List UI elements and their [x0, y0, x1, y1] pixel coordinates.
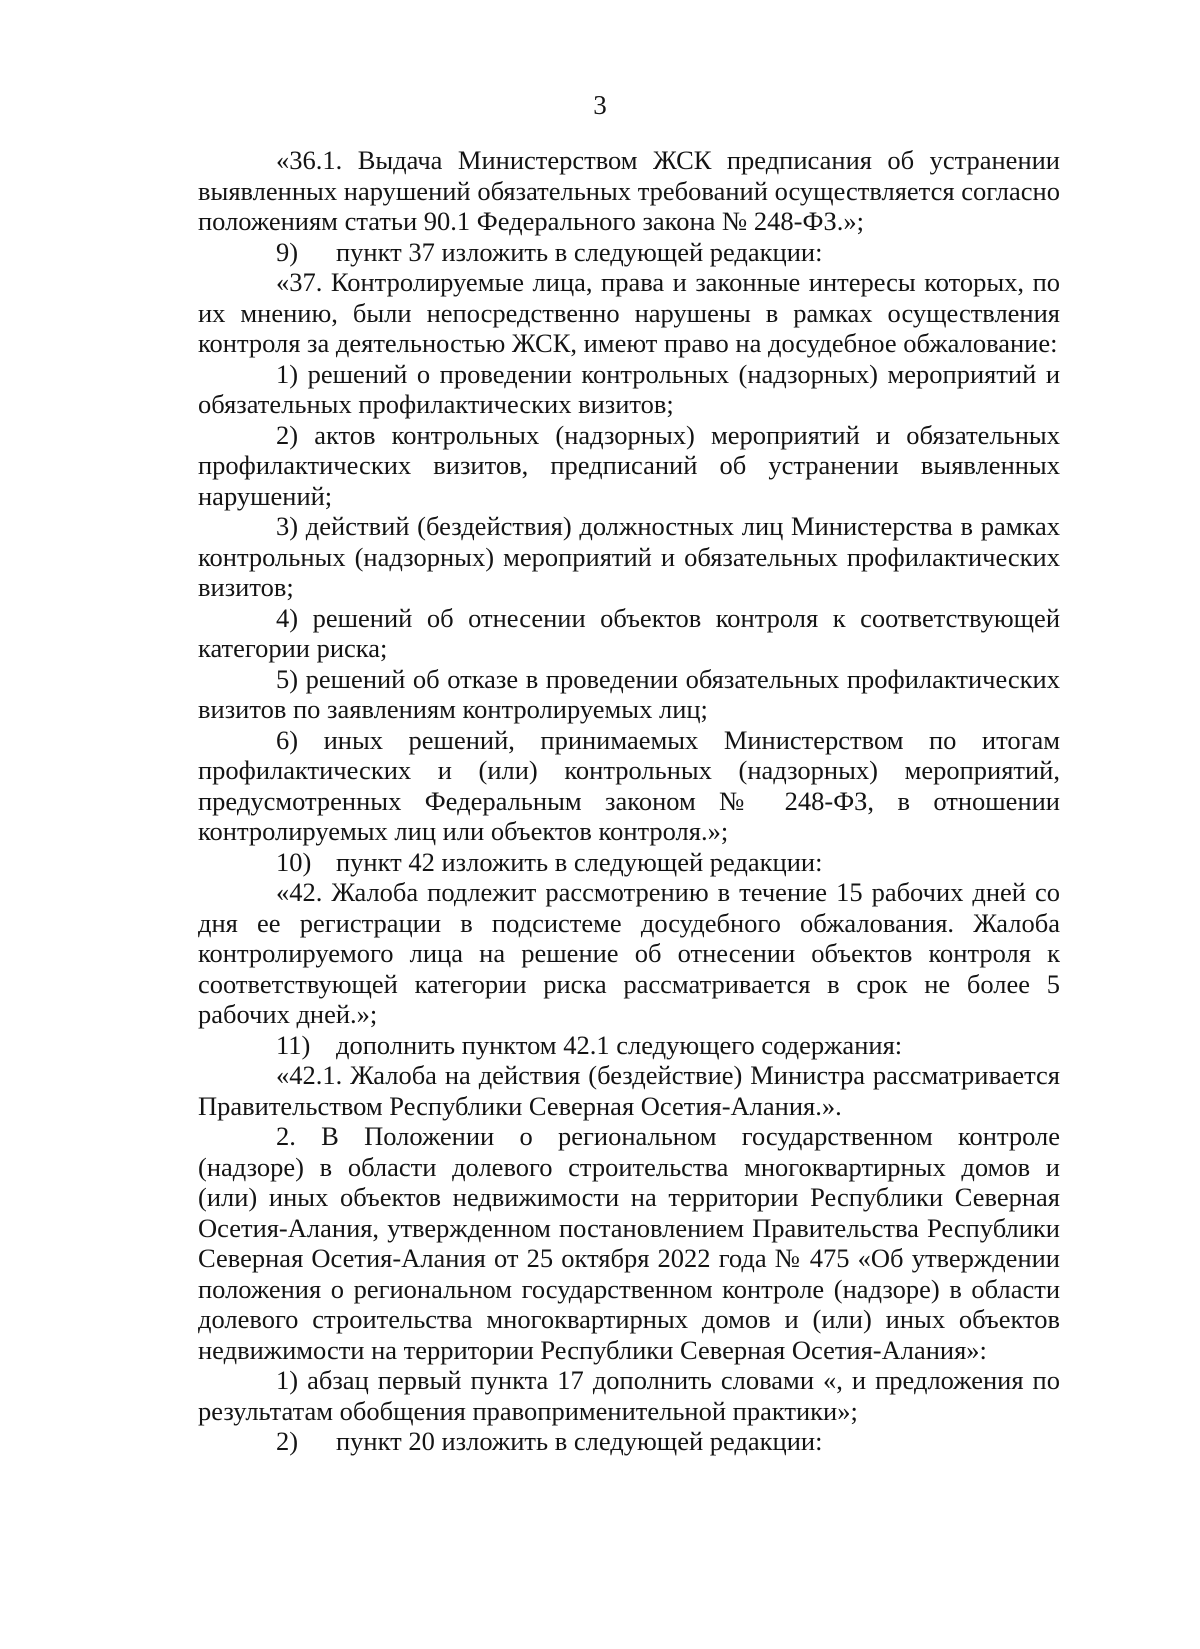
paragraph: 1) решений о проведении контрольных (надзорных) мероприятий и обязательных профилактических визитов;: [198, 358, 1060, 419]
item-number: 9): [276, 236, 299, 267]
paragraph: «37. Контролируемые лица, права и законные интересы которых, по их мнению, были непосредственно нарушены в рамках осуществления контроля за деятельностью ЖСК, имеют право на досудебное обжалование:: [198, 267, 1060, 358]
paragraph: 6) иных решений, принимаемых Министерством по итогам профилактических и (или) контрольных (надзорных) мероприятий, предусмотренных Федеральным законом № 248-ФЗ, в отношении контролируемых лиц или объектов контроля.»;: [198, 724, 1060, 846]
page-number: 3: [593, 90, 607, 120]
paragraph: 2) актов контрольных (надзорных) мероприятий и обязательных профилактических визитов, предписаний об устранении выявленных нарушений;: [198, 419, 1060, 511]
item-number: 2): [276, 1426, 299, 1456]
numbered-item: [198, 1030, 1060, 1061]
item-text: пункт 42 изложить в следующей редакции:: [336, 846, 823, 877]
paragraph: 4) решений об отнесении объектов контроля к соответствующей категории риска;: [198, 602, 1060, 663]
numbered-item: [198, 1426, 1060, 1457]
paragraph: «42.1. Жалоба на действия (бездействие) Министра рассматривается Правительством Республики Северная Осетия-Алания.».: [198, 1060, 1060, 1121]
item-number: 11): [276, 1029, 311, 1060]
paragraph: «42. Жалоба подлежит рассмотрению в течение 15 рабочих дней со дня ее регистрации в подсистеме досудебного обжалования. Жалоба контролируемого лица на решение об отнесении объектов контроля к соответствующей категории риска рассматривается в срок не более 5 рабочих дней.»;: [198, 877, 1060, 1029]
numbered-item: [198, 847, 1060, 878]
paragraph: 5) решений об отказе в проведении обязательных профилактических визитов по заявлениям контролируемых лиц;: [198, 663, 1060, 724]
item-number: 10): [276, 846, 312, 877]
paragraph: 1) абзац первый пункта 17 дополнить словами «, и предложения по результатам обобщения правоприменительной практики»;: [198, 1365, 1060, 1426]
item-text: дополнить пунктом 42.1 следующего содержания:: [336, 1029, 903, 1060]
item-text: пункт 20 изложить в следующей редакции:: [336, 1426, 823, 1456]
document-body: [198, 145, 1060, 1457]
item-text: пункт 37 изложить в следующей редакции:: [336, 236, 823, 267]
paragraph: 3) действий (бездействия) должностных лиц Министерства в рамках контрольных (надзорных) мероприятий и обязательных профилактических визитов;: [198, 511, 1060, 602]
paragraph: 2. В Положении о региональном государственном контроле (надзоре) в области долевого строительства многоквартирных домов и (или) иных объектов недвижимости на территории Республики Северная Осетия-Алания, утвержденном постановлением Правительства Республики Северная Осетия-Алания от 25 октября 2022 года № 475 «Об утверждении положения о региональном государственном контроле (надзоре) в области долевого строительства многоквартирных домов и (или) иных объектов недвижимости на территории Республики Северная Осетия-Алания»:: [198, 1121, 1060, 1365]
numbered-item: [198, 237, 1060, 268]
paragraph: «36.1. Выдача Министерством ЖСК предписания об устранении выявленных нарушений обязательных требований осуществляется согласно положениям статьи 90.1 Федерального закона № 248-ФЗ.»;: [198, 145, 1060, 236]
